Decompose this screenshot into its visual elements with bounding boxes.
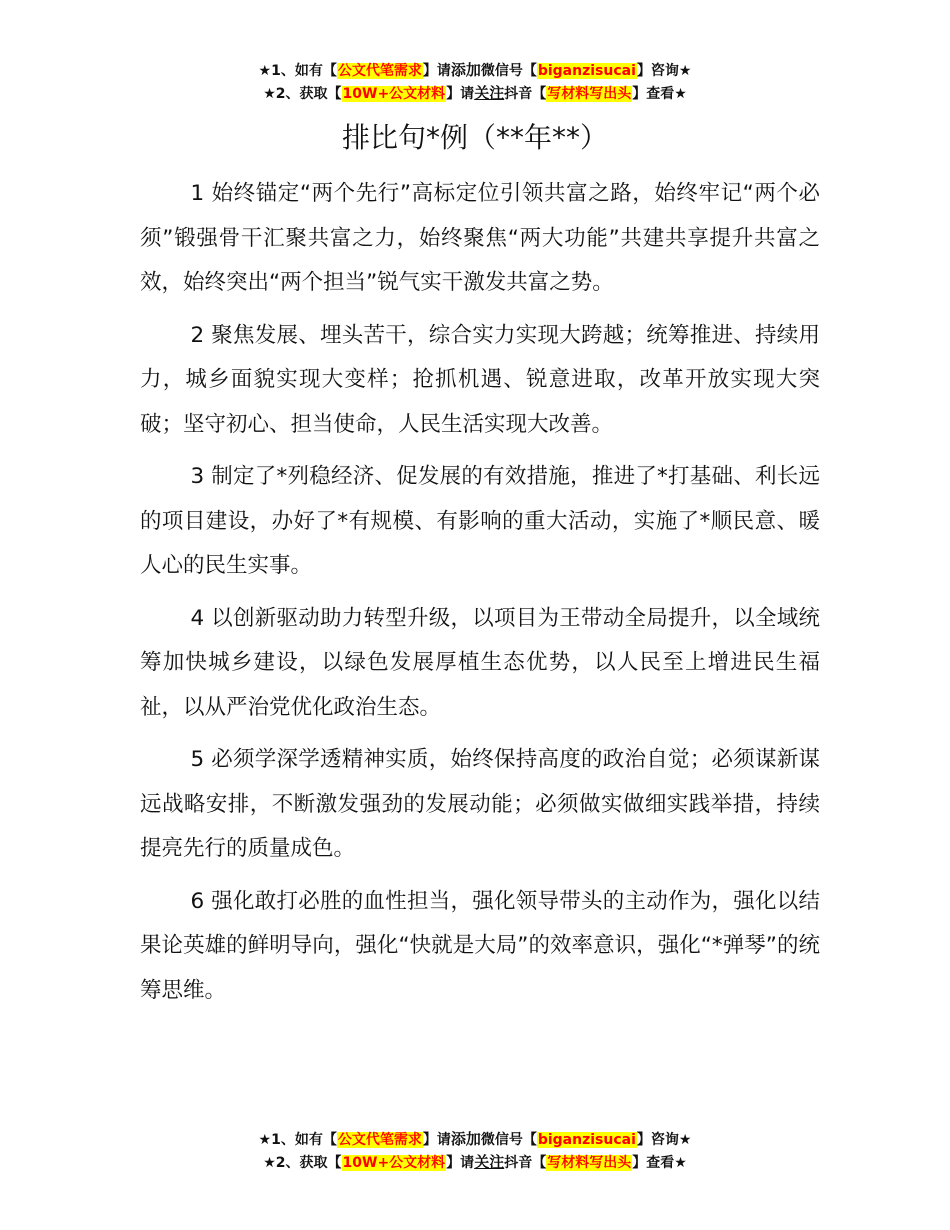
paragraph: 1 始终锚定“两个先行”高标定位引领共富之路，始终牢记“两个必须”锻强骨干汇聚共富之力，始终聚焦“两大功能”共建共享提升共富之效，始终突出“两个担当”锐气实干激发共富之势。 [140, 181, 820, 295]
star-icon: ★ [263, 1155, 276, 1171]
paragraph: 4 以创新驱动助力转型升级，以项目为王带动全局提升，以全域统筹加快城乡建设，以绿色发展厚植生态优势，以人民至上增进民生福祉，以从严治党优化政治生态。 [140, 605, 820, 720]
page-title: 排比句*例（**年**） [341, 121, 608, 154]
banner-text: 微信号【 [480, 63, 537, 79]
banner-emphasis: 关注 [474, 84, 505, 102]
banner-line-2 [0, 82, 950, 105]
banner-text: 2、获取【 [275, 1155, 342, 1171]
star-icon: ★ [258, 1132, 272, 1148]
banner-emphasis: 添加 [450, 61, 481, 79]
banner-text: 微信号【 [480, 1132, 537, 1148]
banner-line-2 [0, 1151, 950, 1174]
banner-text: 】请 [422, 1132, 451, 1148]
highlight-wechat-id: biganzisucai [537, 63, 636, 79]
highlight-materials: 10W+公文材料 [342, 1155, 446, 1171]
star-icon: ★ [678, 63, 692, 79]
paragraph: 5 必须学深学透精神实质，始终保持高度的政治自觉；必须谋新谋远战略安排，不断激发强劲的发展动能；必须做实做细实践举措，持续提亮先行的质量成色。 [140, 747, 820, 861]
highlight-materials: 10W+公文材料 [342, 86, 446, 102]
banner-text: 】咨询 [636, 1132, 679, 1148]
banner-text: 】请 [422, 63, 451, 79]
banner-text: 抖音【 [504, 86, 547, 102]
banner-line-1 [0, 59, 950, 82]
banner-text: 2、获取【 [275, 86, 342, 102]
star-icon: ★ [263, 86, 276, 102]
star-icon: ★ [674, 86, 687, 102]
highlight-service: 公文代笔需求 [337, 1132, 422, 1148]
banner-text: 】请 [446, 1155, 475, 1171]
banner-line-1 [0, 1128, 950, 1151]
banner-text: 1、如有【 [271, 63, 337, 79]
star-icon: ★ [678, 1132, 692, 1148]
banner-emphasis: 关注 [474, 1153, 505, 1171]
banner-emphasis: 添加 [450, 1130, 481, 1148]
paragraph: 6 强化敢打必胜的血性担当，强化领导带头的主动作为，强化以结果论英雄的鲜明导向，强化“快就是大局”的效率意识，强化“*弹琴”的统筹思维。 [140, 888, 820, 1003]
banner-text: 抖音【 [504, 1155, 547, 1171]
star-icon: ★ [258, 63, 272, 79]
banner-text: 1、如有【 [271, 1132, 337, 1148]
document-body [140, 172, 820, 1021]
paragraph: 3 制定了*列稳经济、促发展的有效措施，推进了*打基础、利长远的项目建设，办好了*有规模、有影响的重大活动，实施了*顺民意、暖人心的民生实事。 [140, 464, 820, 578]
banner-text: 】查看 [632, 1155, 675, 1171]
banner-text: 】请 [446, 86, 475, 102]
star-icon: ★ [674, 1155, 687, 1171]
footer-banner [0, 1128, 950, 1174]
highlight-wechat-id: biganzisucai [537, 1132, 636, 1148]
banner-text: 】查看 [632, 86, 675, 102]
header-banner [0, 59, 950, 105]
highlight-douyin: 写材料写出头 [547, 1155, 632, 1171]
highlight-douyin: 写材料写出头 [547, 86, 632, 102]
highlight-service: 公文代笔需求 [337, 63, 422, 79]
banner-text: 】咨询 [636, 63, 679, 79]
paragraph: 2 聚焦发展、埋头苦干，综合实力实现大跨越；统筹推进、持续用力，城乡面貌实现大变样；抢抓机遇、锐意进取，改革开放实现大突破；坚守初心、担当使命，人民生活实现大改善。 [140, 322, 820, 437]
